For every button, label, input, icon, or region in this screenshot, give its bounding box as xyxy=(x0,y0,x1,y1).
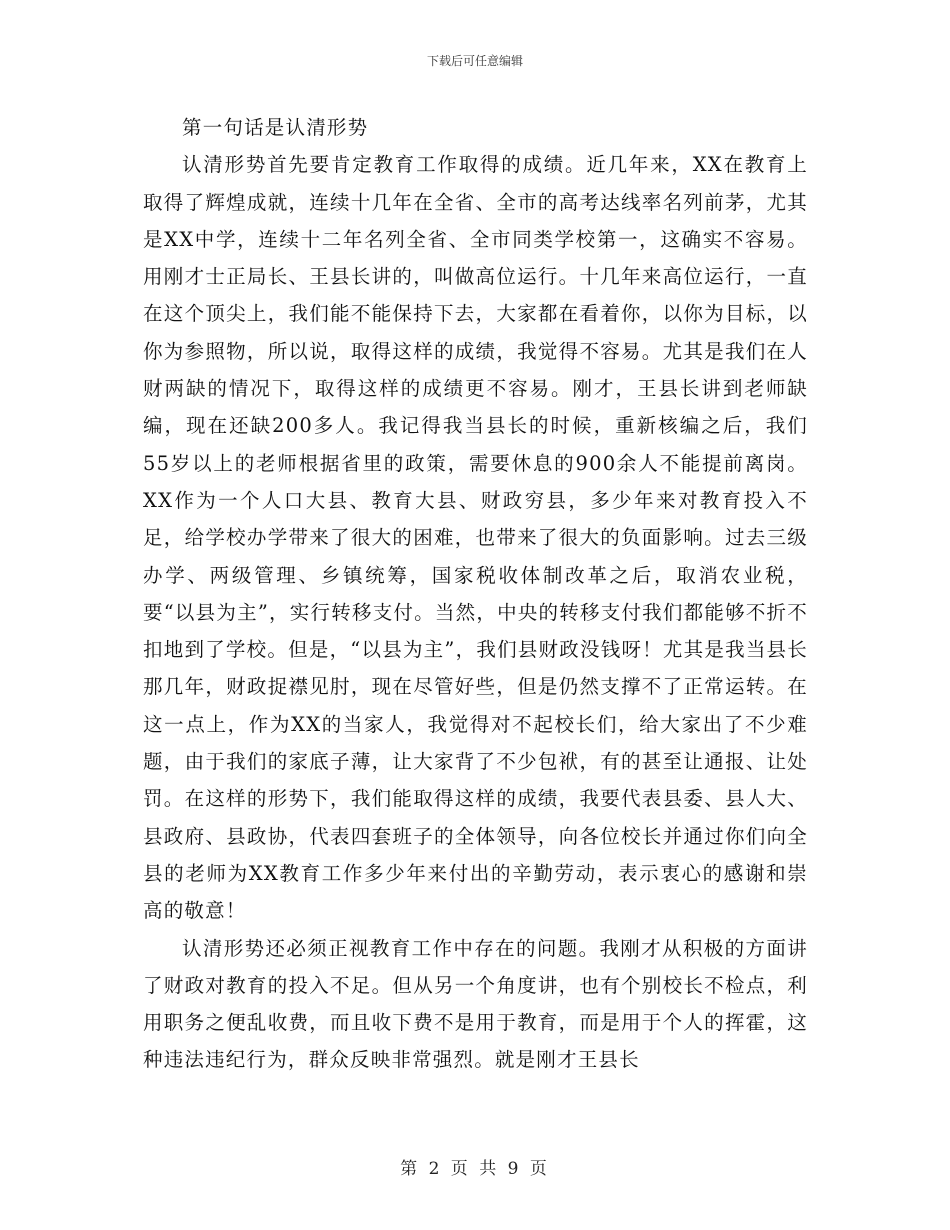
section-heading: 第一句话是认清形势 xyxy=(182,116,369,139)
paragraph: 认清形势首先要肯定教育工作取得的成绩。近几年来，XX在教育上取得了辉煌成就，连续十几年在全省、全市的高考达线率名列前茅，尤其是XX中学，连续十二年名列全省、全市同类学校第一，这确实不容易。用刚才士正局长、王县长讲的，叫做高位运行。十几年来高位运行，一直在这个顶尖上，我们能不能保持下去，大家都在看着你，以你为目标，以你为参照物，所以说，取得这样的成绩，我觉得不容易。尤其是我们在人财两缺的情况下，取得这样的成绩更不容易。刚才，王县长讲到老师缺编，现在还缺200多人。我记得我当县长的时候，重新核编之后，我们55岁以上的老师根据省里的政策，需要休息的900余人不能提前离岗。XX作为一个人口大县、教育大县、财政穷县，多少年来对教育投入不足，给学校办学带来了很大的困难，也带来了很大的负面影响。过去三级办学、两级管理、乡镇统筹，国家税收体制改革之后，取消农业税，要“以县为主”，实行转移支付。当然，中央的转移支付我们都能够不折不扣地到了学校。但是，“以县为主”，我们县财政没钱呀！尤其是我当县长那几年，财政捉襟见肘，现在尽管好些，但是仍然支撑不了正常运转。在这一点上，作为XX的当家人，我觉得对不起校长们，给大家出了不少难题，由于我们的家底子薄，让大家背了不少包袱，有的甚至让通报、让处罚。在这样的形势下，我们能取得这样的成绩，我要代表县委、县人大、县政府、县政协，代表四套班子的全体领导，向各位校长并通过你们向全县的老师为XX教育工作多少年来付出的辛勤劳动，表示衷心的感谢和崇高的敬意！ xyxy=(143,153,808,923)
document-body xyxy=(143,109,808,1079)
paragraph: 认清形势还必须正视教育工作中存在的问题。我刚才从积极的方面讲了财政对教育的投入不足。但从另一个角度讲，也有个别校长不检点，利用职务之便乱收费，而且收下费不是用于教育，而是用于个人的挥霍，这种违法违纪行为，群众反映非常强烈。就是刚才王县长 xyxy=(143,936,808,1072)
page-number: 第 2 页 共 9 页 xyxy=(400,1159,550,1179)
page-header: 下载后可任意编辑 xyxy=(426,54,523,68)
